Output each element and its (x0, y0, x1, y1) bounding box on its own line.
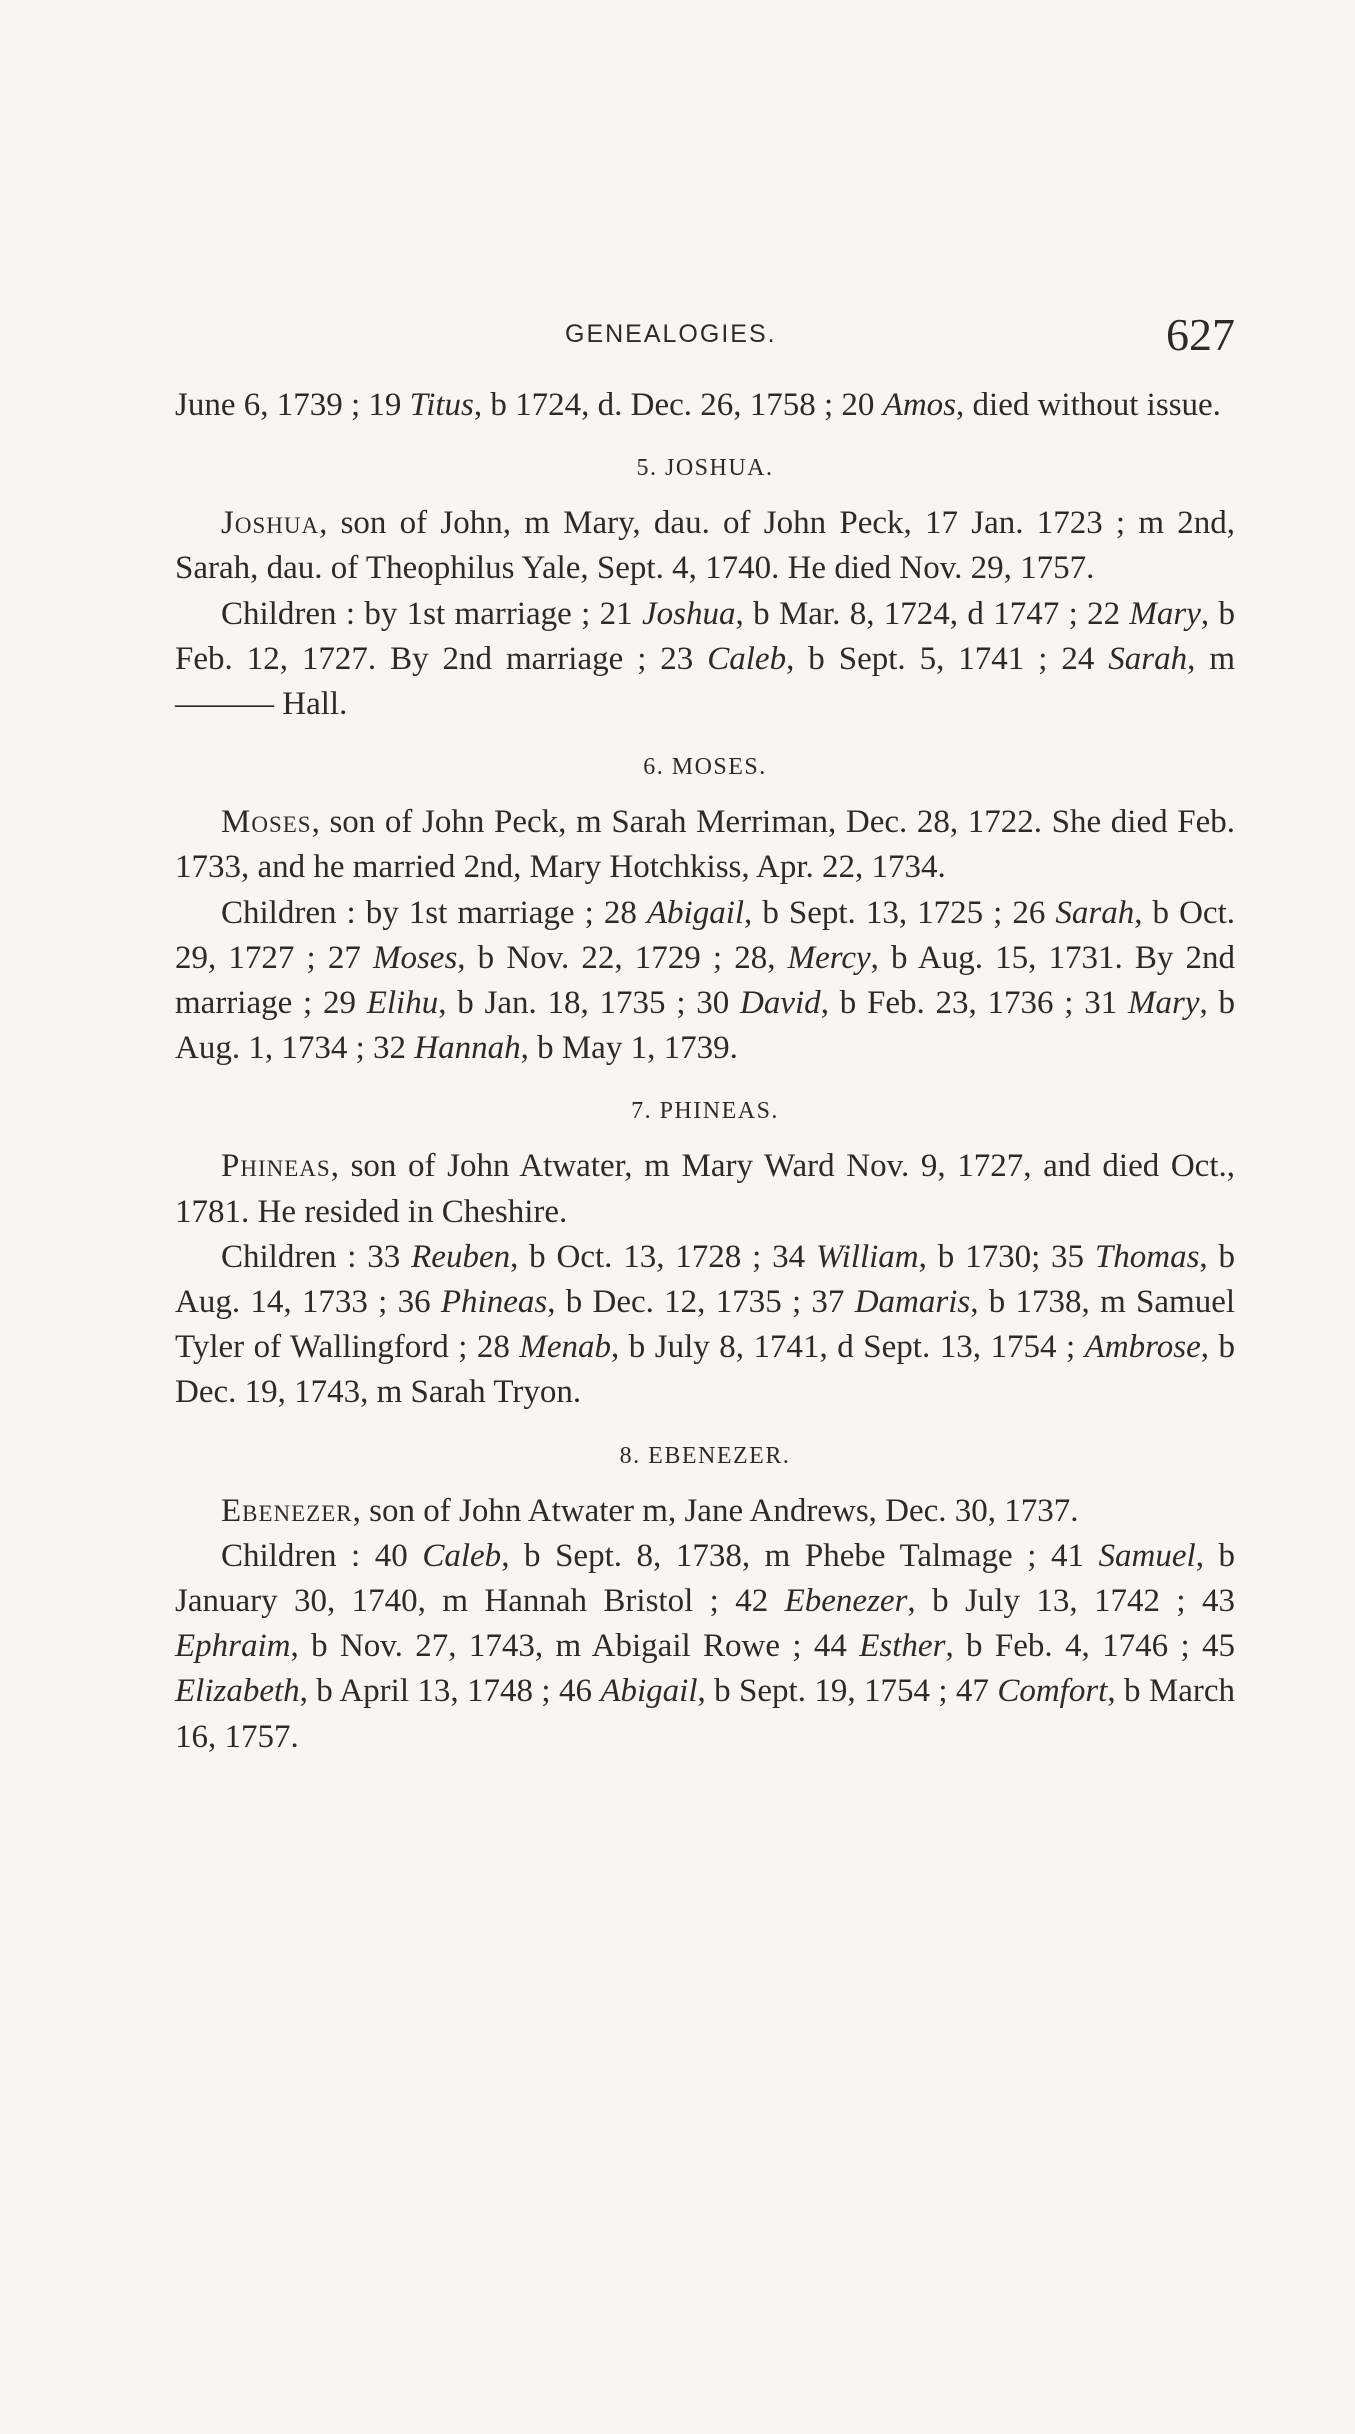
child-name: Mary (1127, 985, 1200, 1022)
text-run: , b Feb. 23, 1736 ; 31 (820, 985, 1128, 1022)
child-name: Mary (1129, 595, 1201, 632)
child-name: Hannah (414, 1030, 521, 1067)
child-name: Sarah (1055, 894, 1135, 931)
text-run: , b January 30, 1740, m Hannah Bristol ; 42 (175, 1537, 1236, 1620)
text-run: Children : 33 (221, 1238, 412, 1275)
child-name: Titus (409, 387, 474, 423)
section-heading-joshua: 5. JOSHUA. (636, 455, 774, 482)
text-run: , b Feb. 4, 1746 ; 45 (945, 1628, 1236, 1665)
person-lead-name: Phineas (221, 1148, 331, 1185)
page-number: 627 (1166, 309, 1235, 360)
text-run: , b Oct. 13, 1728 ; 34 (510, 1238, 816, 1275)
text-run: June 6, 1739 ; 19 (175, 387, 410, 423)
text-run: , b 1724, d. Dec. 26, 1758 ; 20 (473, 387, 883, 423)
text-run: , b April 13, 1748 ; 46 (299, 1673, 601, 1710)
child-name: Moses (372, 939, 458, 976)
text-run: , b July 13, 1742 ; 43 (907, 1583, 1235, 1620)
children-paragraph-moses (175, 891, 1235, 1072)
text-run: , b 1738, m Samuel Tyler of Wallingford ; 28 (175, 1284, 1236, 1366)
child-name: Ambrose (1084, 1329, 1201, 1366)
person-lead-name: Joshua (221, 505, 320, 542)
text-run: , b Dec. 12, 1735 ; 37 (547, 1284, 855, 1321)
bio-paragraph-joshua (175, 501, 1235, 591)
text-run: Children : 40 (221, 1537, 423, 1574)
child-name: Thomas (1094, 1238, 1200, 1275)
text-run: , son of John Atwater m, Jane Andrews, Dec. 30, 1737. (352, 1492, 1079, 1529)
children-paragraph-phineas (175, 1235, 1235, 1416)
running-title: GENEALOGIES. (565, 320, 777, 348)
text-run: , b Dec. 19, 1743, m Sarah Tryon. (175, 1329, 1236, 1411)
text-run: , b Aug. 15, 1731. By 2nd marriage ; 29 (175, 939, 1236, 1022)
text-run: , b Sept. 8, 1738, m Phebe Talmage ; 41 (501, 1537, 1099, 1574)
text-run: , b Nov. 22, 1729 ; 28, (457, 939, 788, 976)
text-run: , b Feb. 12, 1727. By 2nd marriage ; 23 (175, 595, 1235, 677)
child-name: Abigail (646, 894, 745, 931)
text-run: , b Nov. 27, 1743, m Abigail Rowe ; 44 (290, 1628, 860, 1665)
child-name: Mercy (787, 939, 871, 976)
section-heading-ebenezer: 8. EBENEZER. (619, 1442, 791, 1469)
text-run: , b July 8, 1741, d Sept. 13, 1754 ; (611, 1329, 1085, 1366)
person-lead-name: Moses (221, 804, 312, 841)
text-run: Children : by 1st marriage ; 28 (221, 894, 647, 931)
bio-paragraph-phineas (175, 1144, 1235, 1234)
section-heading-moses: 6. MOSES. (643, 754, 767, 781)
text-run: , died without issue. (956, 387, 1221, 423)
person-lead-name: Ebenezer (221, 1492, 353, 1529)
children-paragraph-joshua (175, 592, 1235, 728)
child-name: Amos (882, 387, 957, 423)
child-name: Reuben (411, 1238, 511, 1275)
text-run: , son of John Atwater, m Mary Ward Nov. 9, 1727, and died Oct., 1781. He resided in Cheshire. (175, 1148, 1235, 1230)
text-run: , son of John Peck, m Sarah Merriman, Dec. 28, 1722. She died Feb. 1733, and he married 2nd, Mary Hotchkiss, Apr. 22, 1734. (175, 804, 1235, 886)
child-name: Elizabeth (175, 1673, 300, 1710)
text-run: , b Sept. 19, 1754 ; 47 (697, 1673, 998, 1710)
text-run: , b Oct. 29, 1727 ; 27 (175, 894, 1235, 976)
text-run: , b March 16, 1757. (175, 1673, 1235, 1755)
child-name: Damaris (854, 1284, 971, 1321)
text-run: , son of John, m Mary, dau. of John Peck, 17 Jan. 1723 ; m 2nd, Sarah, dau. of Theophilus Yale, Sept. 4, 1740. He died Nov. 29, 1757. (175, 505, 1235, 587)
text-run: , b 1730; 35 (918, 1238, 1095, 1275)
text-run: , b Aug. 1, 1734 ; 32 (175, 985, 1235, 1067)
children-paragraph-ebenezer (175, 1534, 1235, 1760)
child-name: Sarah (1108, 640, 1188, 677)
child-name: Esther (859, 1628, 946, 1665)
text-run: , b Aug. 14, 1733 ; 36 (175, 1238, 1235, 1321)
child-name: Ephraim (175, 1628, 291, 1665)
child-name: Comfort (997, 1673, 1108, 1710)
page-body (175, 383, 1235, 1760)
section-heading-phineas: 7. PHINEAS. (631, 1098, 779, 1125)
text-run: Children : by 1st marriage ; 21 (221, 595, 642, 632)
child-name: Elihu (366, 985, 439, 1022)
child-name: David (740, 985, 821, 1022)
child-name: Abigail (600, 1673, 698, 1710)
text-run: , b Sept. 13, 1725 ; 26 (744, 894, 1056, 931)
text-run: , b Mar. 8, 1724, d 1747 ; 22 (735, 595, 1130, 632)
child-name: Phineas (440, 1284, 548, 1321)
child-name: Caleb (422, 1537, 502, 1574)
continuation-paragraph (175, 383, 1235, 428)
text-run: , b May 1, 1739. (520, 1030, 738, 1067)
text-run: , b Sept. 5, 1741 ; 24 (786, 640, 1109, 677)
text-run: , m ——— Hall. (175, 640, 1236, 723)
child-name: William (815, 1238, 919, 1275)
child-name: Ebenezer (784, 1583, 908, 1620)
running-head (175, 308, 1235, 368)
child-name: Joshua (642, 595, 736, 632)
child-name: Caleb (707, 640, 787, 677)
text-run: , b Jan. 18, 1735 ; 30 (438, 985, 741, 1022)
child-name: Samuel (1098, 1537, 1196, 1574)
child-name: Menab (519, 1329, 612, 1366)
bio-paragraph-moses (175, 800, 1235, 890)
bio-paragraph-ebenezer (175, 1489, 1235, 1534)
